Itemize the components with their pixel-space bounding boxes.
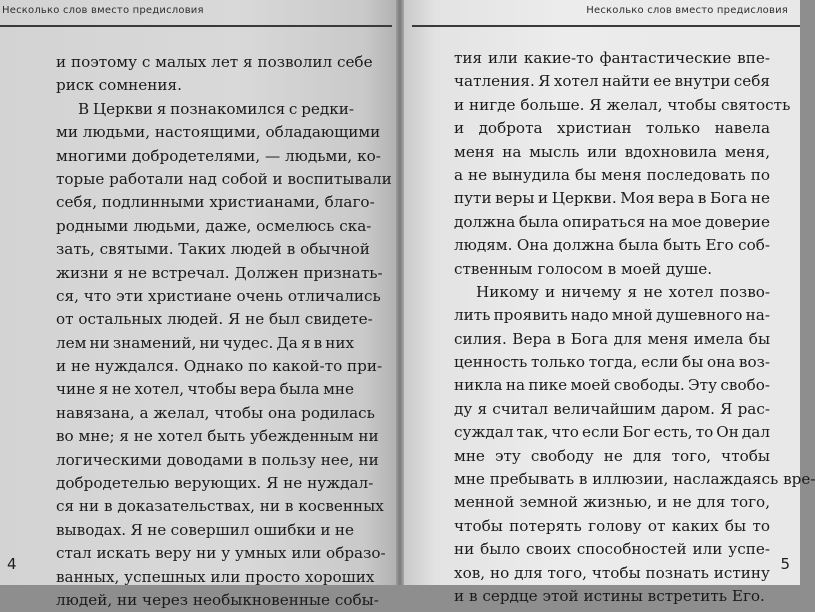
text-line: ценность только тогда, если бы она воз-: [454, 353, 771, 372]
text-line: меня на мысль или вдохновила меня,: [454, 142, 771, 161]
text-line: менной земной жизнью, и не для того,: [454, 493, 771, 512]
right-page-text: [454, 47, 815, 608]
text-line: людям. Она должна была быть Его соб-: [454, 236, 770, 255]
text-line: ся ни в доказательствах, ни в косвенных: [56, 497, 384, 516]
text-line: ся, что эти христиане очень отличались: [56, 286, 381, 305]
text-line: суждал так, что если Бог есть, то Он дал: [454, 423, 770, 442]
left-page-text: [56, 51, 392, 612]
text-line: мне пребывать в иллюзии, наслаждаясь вре-: [454, 470, 815, 489]
text-line: логическими доводами в пользу нее, ни: [56, 450, 379, 469]
text-line: лить проявить надо мной душевного на-: [454, 306, 770, 325]
text-line: родными людьми, даже, осмелюсь ска-: [56, 216, 372, 235]
text-line: и доброта христиан только навела: [454, 119, 771, 138]
text-line: ми людьми, настоящими, обладающими: [56, 123, 381, 142]
text-line: торые работали над собой и воспитывали: [56, 169, 392, 188]
text-line: себя, подлинными христианами, благо-: [56, 193, 375, 212]
text-line: ни было своих способностей или успе-: [454, 540, 770, 559]
header-rule-left: [0, 25, 392, 27]
text-line: добродетелью верующих. Я не нуждал-: [56, 474, 374, 493]
text-line: риск сомнения.: [56, 76, 182, 95]
text-line: мне эту свободу не для того, чтобы: [454, 446, 770, 465]
page-number-right: 5: [780, 555, 790, 573]
text-line: и в сердце этой истины встретить Его.: [454, 586, 765, 605]
book-gutter: [396, 0, 404, 585]
text-line: ственным голосом в моей душе.: [454, 259, 713, 278]
text-line: ду я считал величайшим даром. Я рас-: [454, 399, 771, 418]
text-line: пути веры и Церкви. Моя вера в Бога не: [454, 189, 770, 208]
text-line: от остальных людей. Я не был свидете-: [56, 310, 373, 329]
text-line: выводах. Я не совершил ошибки и не: [56, 520, 355, 539]
text-line: должна была опираться на мое доверие: [454, 212, 770, 231]
left-page: [0, 0, 396, 609]
running-head-left: Несколько слов вместо предисловия: [2, 5, 204, 16]
text-line: В Церкви я познакомился с редки-: [78, 99, 354, 118]
header-rule-right: [412, 25, 800, 27]
text-line: силия. Вера в Бога для меня имела бы: [454, 329, 771, 348]
text-line: чтобы потерять голову от каких бы то: [454, 516, 771, 535]
running-head-right: Несколько слов вместо предисловия: [586, 5, 788, 16]
text-line: Никому и ничему я не хотел позво-: [476, 282, 771, 301]
text-line: а не вынудила бы меня последовать по: [454, 165, 771, 184]
page-number-left: 4: [7, 555, 17, 573]
text-line: ванных, успешных или просто хороших: [56, 567, 375, 586]
right-page: [404, 0, 815, 605]
text-line: чатления. Я хотел найти ее внутри себя: [454, 72, 771, 91]
text-line: стал искать веру ни у умных или образо-: [56, 544, 386, 563]
text-line: людей, ни через необыкновенные собы-: [56, 590, 379, 609]
text-line: хов, но для того, чтобы познать истину: [454, 563, 770, 582]
text-line: никла на пике моей свободы. Эту свобо-: [454, 376, 771, 395]
text-line: зать, святыми. Таких людей в обычной: [56, 240, 370, 259]
text-line: жизни я не встречал. Должен признать-: [56, 263, 383, 282]
text-line: лем ни знамений, ни чудес. Да я в них: [56, 333, 355, 352]
text-line: тия или какие-то фантастические впе-: [454, 49, 770, 67]
text-line: многими добродетелями, — людьми, ко-: [56, 146, 381, 165]
text-line: чине я не хотел, чтобы вера была мне: [56, 380, 355, 399]
text-line: и нигде больше. Я желал, чтобы святость: [454, 95, 791, 114]
text-line: во мне; я не хотел быть убежденным ни: [56, 427, 379, 446]
text-line: и не нуждался. Однако по какой-то при-: [56, 357, 383, 376]
text-line: и поэтому с малых лет я позволил себе: [56, 53, 373, 71]
text-line: навязана, а желал, чтобы она родилась: [56, 403, 375, 422]
